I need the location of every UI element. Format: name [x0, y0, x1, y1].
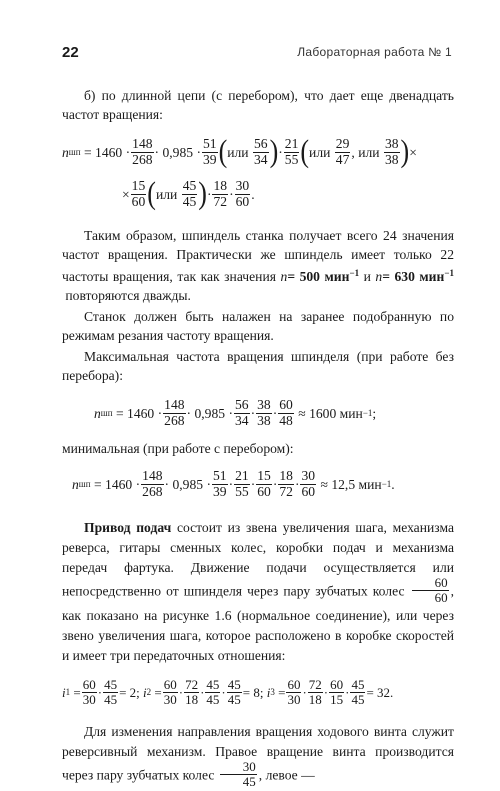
- formula-unit: мин: [358, 476, 382, 492]
- close-paren: ): [198, 176, 207, 211]
- formula-text: или: [155, 186, 178, 202]
- fraction: $\frac{29}{47}$: [335, 136, 350, 167]
- fraction: $\frac{60}{60}$: [412, 576, 449, 604]
- close-paren: ): [269, 134, 279, 169]
- formula-text: · 0,985 ·: [164, 476, 211, 492]
- paragraph-long-chain: б) по длинной цепи (с перебором), что дает еще двенадцать частот вращения:: [62, 88, 454, 122]
- fraction: $\frac{45}{45}$: [227, 677, 241, 707]
- formula-subscript: шп: [68, 146, 81, 157]
- fraction: $\frac{45}{45}$: [182, 178, 197, 209]
- formula-symbol: n: [62, 144, 69, 160]
- formula-min-speed: n шп = 1460 · $\frac{148}{268}$ · 0,985 · $\frac{51}{39}$ · $\frac{21}{55}$ · $\frac{15}{60}$ · $\frac{18}{72}$ · $\frac{30}{60}$ ≈ 12,5 мин −1 .: [72, 468, 395, 499]
- formula-max-speed: n шп = 1460 · $\frac{148}{268}$ · 0,985 · $\frac{56}{34}$ · $\frac{38}{38}$ · $\frac{60}{48}$ ≈ 1600 мин −1 ;: [94, 397, 377, 428]
- term-feed-drive: Привод подач: [84, 520, 172, 535]
- formula-exponent: −1: [381, 478, 392, 489]
- fraction: $\frac{60}{30}$: [163, 677, 177, 707]
- open-paren: (: [300, 134, 310, 169]
- formula-subscript: шп: [78, 478, 91, 489]
- fraction: $\frac{60}{30}$: [82, 677, 96, 707]
- formula-text: ×: [122, 186, 130, 202]
- formula-result: ≈ 12,5: [320, 476, 356, 492]
- fraction: $\frac{60}{30}$: [287, 677, 301, 707]
- fraction: $\frac{51}{39}$: [202, 136, 217, 167]
- fraction: $\frac{148}{268}$: [164, 397, 185, 428]
- fraction: $\frac{60}{48}$: [279, 397, 293, 428]
- formula-text: ;: [372, 405, 377, 421]
- paragraph-reverse: Для изменения направления вращения ходового винта служит реверсивный механизм. Правое вращение винта производится через пару зубчатых колес $\frac{30}{45}$ , левое —: [62, 724, 454, 789]
- fraction: $\frac{45}{45}$: [351, 677, 365, 707]
- fraction: $\frac{51}{39}$: [212, 468, 227, 499]
- fraction: $\frac{148}{268}$: [142, 468, 163, 499]
- formula-text: ×: [409, 144, 417, 160]
- paragraph-feed-drive: Привод подач состоит из звена увеличения шага, механизма реверса, гитары сменных колес, коробки подач и механизма передач фартука. Движение подачи осуществляется или непосредственно от шпинделя через пару зубчатых колес $\frac{60}{60}$ , как показано на рисунке 1.6 (нормальное соединение), или через звено увеличения шага, которое расположено в коробке скоростей и имеет три передаточных отношения:: [62, 520, 454, 664]
- formula-text: · 0,985 ·: [186, 405, 233, 421]
- formula-gear-ratios: i 1 = $\frac{60}{30}$ · $\frac{45}{45}$ = 2; i 2 = $\frac{60}{30}$ · $\frac{72}{18}$ · $\frac{45}{45}$ · $\frac{45}{45}$ = 8; i 3 = $\frac{60}{30}$ · $\frac{72}{18}$ · $\frac{60}{15}$ · $\frac{45}{45}$ = 32.: [62, 677, 394, 707]
- formula-text: .: [391, 476, 395, 492]
- formula-result: ≈ 1600: [298, 405, 337, 421]
- paragraph-total-speeds: Таким образом, шпиндель станка получает всего 24 значения частот вращения. Практически же шпиндель имеет только 22 частоты вращения, так как значения n= 500 мин$^{-1}$ и n= 630 мин$^{-1}$ повторяются дважды.: [62, 228, 454, 303]
- fraction: $\frac{60}{15}$: [330, 677, 344, 707]
- fraction: $\frac{38}{38}$: [384, 136, 399, 167]
- formula-text: или: [309, 144, 331, 160]
- formula-text: , или: [351, 144, 380, 160]
- fraction: $\frac{18}{72}$: [213, 178, 228, 209]
- paragraph-max-speed: Максимальная частота вращения шпинделя (при работе без перебора):: [62, 349, 454, 383]
- running-head: Лабораторная работа № 1: [297, 45, 452, 59]
- fraction: $\frac{38}{38}$: [257, 397, 271, 428]
- fraction: $\frac{21}{55}$: [235, 468, 249, 499]
- fraction: $\frac{45}{45}$: [104, 677, 118, 707]
- formula-text: · 0,985 ·: [154, 144, 201, 160]
- fraction: $\frac{56}{34}$: [234, 397, 249, 428]
- formula-text: .: [251, 186, 255, 202]
- formula-unit: мин: [339, 405, 363, 421]
- formula-text: = 1460 ·: [93, 476, 141, 492]
- page-content: [62, 86, 454, 791]
- open-paren: (: [147, 176, 156, 211]
- paragraph-min-speed: минимальная (при работе с перебором):: [62, 441, 294, 456]
- formula-long-chain-line1: n шп = 1460 · $\frac{148}{268}$ · 0,985 · $\frac{51}{39}$ ( или $\frac{56}{34}$ ) · $\frac{21}{55}$ ( или $\frac{29}{47}$ , или $\frac{38}{38}$ ) ×: [62, 134, 417, 169]
- formula-text: = 1460 ·: [83, 144, 131, 160]
- formula-symbol: n: [94, 405, 101, 421]
- fraction: $\frac{45}{45}$: [206, 677, 220, 707]
- fraction: $\frac{72}{18}$: [308, 677, 322, 707]
- page-number: 22: [62, 44, 79, 61]
- fraction: $\frac{15}{60}$: [131, 178, 146, 209]
- formula-text: = 1460 ·: [115, 405, 163, 421]
- fraction: $\frac{56}{34}$: [253, 136, 268, 167]
- fraction: $\frac{21}{55}$: [284, 136, 299, 167]
- formula-subscript: шп: [100, 407, 113, 418]
- fraction: $\frac{72}{18}$: [185, 677, 199, 707]
- fraction: $\frac{30}{45}$: [220, 760, 257, 788]
- fraction: $\frac{15}{60}$: [257, 468, 271, 499]
- fraction: $\frac{18}{72}$: [279, 468, 293, 499]
- fraction: $\frac{148}{268}$: [132, 136, 153, 167]
- fraction: $\frac{30}{60}$: [235, 178, 250, 209]
- close-paren: ): [400, 134, 410, 169]
- formula-symbol: n: [72, 476, 79, 492]
- paragraph-setup: Станок должен быть налажен на заранее подобранную по режимам резания частоту вращения.: [62, 309, 454, 343]
- formula-long-chain-line2: × $\frac{15}{60}$ ( или $\frac{45}{45}$ ) · $\frac{18}{72}$ · $\frac{30}{60}$ .: [122, 176, 255, 211]
- formula-exponent: −1: [362, 407, 373, 418]
- formula-text: или: [227, 144, 249, 160]
- open-paren: (: [218, 134, 228, 169]
- page-header: [62, 44, 452, 64]
- fraction: $\frac{30}{60}$: [301, 468, 316, 499]
